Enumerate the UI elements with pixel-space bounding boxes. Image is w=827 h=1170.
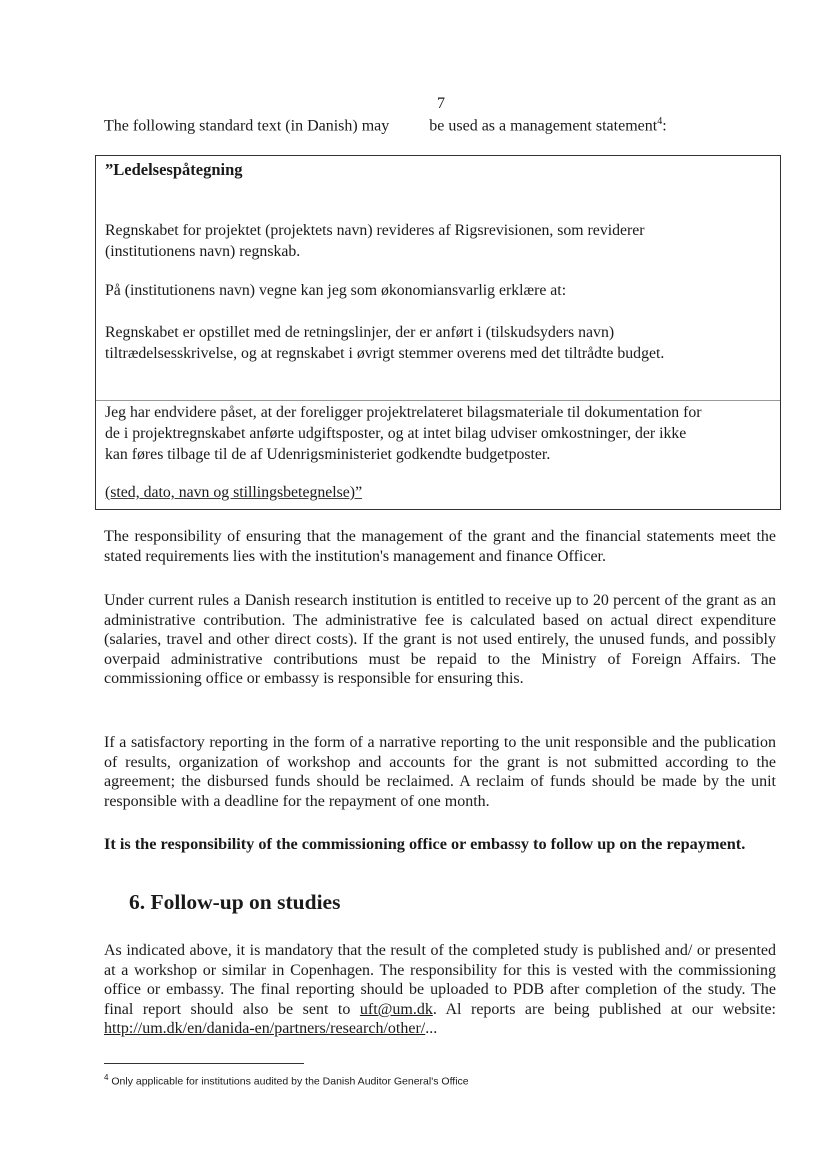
footnote-divider: [104, 1063, 304, 1064]
statement-p4-line: Jeg har endvidere påset, at der foreligger projektrelateret bilagsmateriale til dokumentation for: [105, 404, 702, 421]
repayment-notice: It is the responsibility of the commissioning office or embassy to follow up on the repayment.: [104, 834, 746, 853]
website-link[interactable]: http://um.dk/en/danida-en/partners/research/other/: [104, 1020, 426, 1038]
intro-text-end: be used as a management statement: [429, 117, 658, 135]
statement-p1-line: (institutionens navn) regnskab.: [105, 243, 301, 260]
email-link[interactable]: uft@um.dk: [359, 1000, 433, 1018]
footnote: [104, 1073, 469, 1088]
footnote-text: Only applicable for institutions audited by the Danish Auditor General's Office: [108, 1075, 469, 1088]
statement-p4-line: kan føres tilbage til de af Udenrigsministeriet godkendte budgetposter.: [105, 446, 551, 463]
satisfactory-reporting-paragraph: If a satisfactory reporting in the form of a narrative reporting to the unit responsible and the publication of results, organization of workshop and accounts for the grant is not submitted according to the agreement; the disbursed funds should be reclaimed. A reclaim of funds should be made by the unit responsible with a deadline for the repayment of one month.: [104, 734, 776, 810]
current-rules-paragraph: Under current rules a Danish research institution is entitled to receive up to 20 percent of the grant as an administrative contribution. The administrative fee is calculated based on actual direct expenditure (salaries, travel and other direct costs). If the grant is not used entirely, the unused funds, and possibly overpaid administrative contributions must be repaid to the Ministry of Foreign Affairs. The commissioning office or embassy is responsible for ensuring this.: [104, 592, 776, 688]
page-number: 7: [437, 95, 445, 112]
statement-p4-line: de i projektregnskabet anførte udgiftsposter, og at intet bilag udviser omkostninger, der ikke: [105, 425, 687, 442]
statement-p3-line: Regnskabet er opstillet med de retningslinjer, der er anført i (tilskudsyders navn): [105, 324, 615, 341]
statement-paragraph-2: På (institutionens navn) vegne kan jeg som økonomiansvarlig erklære at:: [105, 282, 567, 299]
statement-paragraph-3: [105, 322, 773, 364]
statement-signature-line: [105, 482, 773, 503]
statement-p3-line: tiltrædelsesskrivelse, og at regnskabet i øvrigt stemmer overens med det tiltrådte budget.: [105, 345, 665, 362]
follow-up-ellipsis: ...: [425, 1020, 438, 1038]
management-statement-box: [95, 155, 781, 510]
statement-title: ”Ledelsespåtegning: [105, 160, 243, 179]
signature-placeholder: (sted, dato, navn og stillingsbetegnelse)”: [105, 484, 363, 501]
follow-up-paragraph: [104, 941, 776, 1039]
section-heading: 6. Follow-up on studies: [129, 890, 341, 914]
footnote-reference[interactable]: 4: [657, 116, 663, 127]
statement-paragraph-4: [105, 402, 773, 465]
statement-paragraph-1: [105, 220, 773, 262]
follow-up-text: As indicated above, it is mandatory that the result of the completed study is published and/ or presented at a workshop or similar in Copenhagen. The responsibility for this is vested with the commissioning office or embassy. The final reporting should be uploaded to PDB after completion of the study. The final report should also be sent to: [104, 942, 776, 1018]
intro-line: [104, 116, 784, 135]
footnote-number: 4: [104, 1073, 109, 1082]
follow-up-text: . Al reports are being published at our website:: [432, 1000, 776, 1018]
intro-colon: :: [662, 117, 667, 135]
box-inner-divider: [96, 400, 780, 401]
responsibility-paragraph: The responsibility of ensuring that the management of the grant and the financial statements meet the stated requirements lies with the institution's management and finance Officer.: [104, 528, 776, 565]
intro-text-start: The following standard text (in Danish) may: [104, 117, 390, 135]
statement-p1-line: Regnskabet for projektet (projektets navn) revideres af Rigsrevisionen, som reviderer: [105, 222, 645, 239]
